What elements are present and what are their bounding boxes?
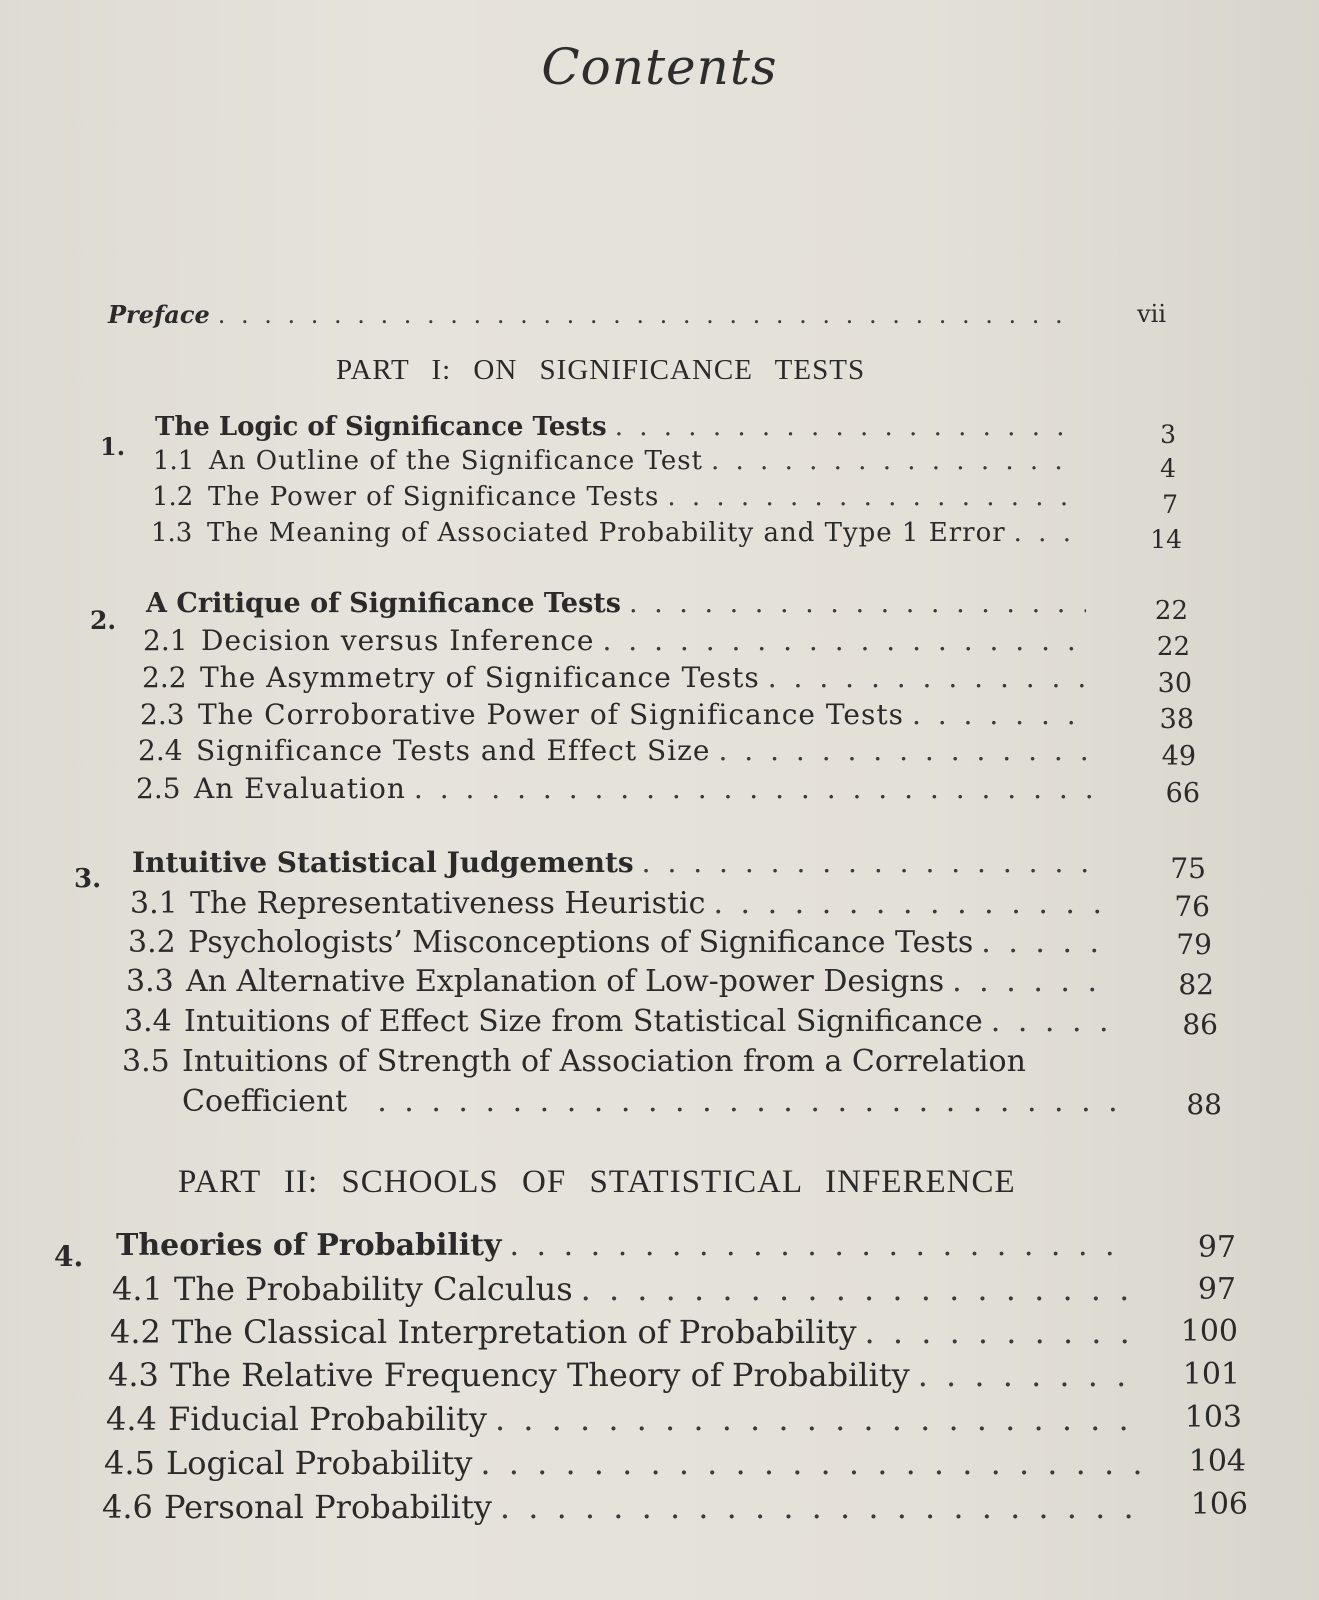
section-page: 14 bbox=[1150, 525, 1182, 554]
chapter-title: The Logic of Significance Tests bbox=[155, 412, 607, 442]
section-title: Intuitions of Effect Size from Statistical Significance bbox=[184, 1004, 983, 1039]
section-page: 49 bbox=[1161, 741, 1196, 772]
section-number: 4.3 bbox=[108, 1356, 159, 1394]
section-title: Fiducial Probability bbox=[168, 1400, 487, 1438]
section-row bbox=[110, 1313, 1134, 1351]
section-row bbox=[122, 1044, 1112, 1079]
section-title: The Probability Calculus bbox=[174, 1270, 573, 1308]
dot-leader bbox=[981, 925, 1108, 960]
dot-leader bbox=[718, 734, 1094, 767]
section-row bbox=[106, 1400, 1138, 1438]
dot-leader bbox=[711, 446, 1078, 476]
preface-label: Preface bbox=[108, 300, 210, 329]
page-title: Contents bbox=[541, 38, 778, 96]
section-page: 101 bbox=[1182, 1357, 1240, 1392]
dot-leader bbox=[218, 301, 1068, 329]
chapter-page: 22 bbox=[1154, 596, 1188, 626]
section-title: Logical Probability bbox=[166, 1444, 473, 1482]
section-title: The Representativeness Heuristic bbox=[190, 886, 706, 921]
chapter-title: Intuitive Statistical Judgements bbox=[132, 846, 634, 879]
chapter-page: 75 bbox=[1170, 852, 1206, 885]
dot-leader bbox=[991, 1004, 1114, 1039]
section-title: Personal Probability bbox=[164, 1488, 492, 1526]
chapter-page: 97 bbox=[1197, 1230, 1236, 1265]
section-title: The Classical Interpretation of Probability bbox=[172, 1313, 857, 1351]
chapter-number: 1. bbox=[100, 432, 126, 461]
section-number: 1.1 bbox=[153, 446, 195, 476]
section-row bbox=[112, 1270, 1132, 1308]
section-row bbox=[153, 446, 1078, 476]
section-row bbox=[104, 1444, 1140, 1482]
section-page: 30 bbox=[1157, 668, 1192, 699]
section-number: 3.4 bbox=[124, 1004, 172, 1039]
section-row bbox=[102, 1488, 1142, 1526]
chapter-row bbox=[146, 588, 1086, 619]
section-row bbox=[142, 661, 1090, 694]
section-number: 2.3 bbox=[140, 698, 185, 731]
dot-leader bbox=[615, 412, 1075, 442]
dot-leader bbox=[509, 1228, 1132, 1263]
section-page: 79 bbox=[1176, 928, 1212, 961]
section-page: 76 bbox=[1174, 890, 1210, 923]
section-row bbox=[128, 925, 1108, 960]
dot-leader bbox=[581, 1270, 1132, 1308]
section-number: 4.6 bbox=[102, 1488, 153, 1526]
dot-leader bbox=[1014, 518, 1081, 548]
section-row-continued bbox=[182, 1084, 1118, 1119]
section-page: 38 bbox=[1159, 704, 1194, 735]
part-heading: PART I: ON SIGNIFICANCE TESTS bbox=[336, 354, 866, 386]
preface-page: vii bbox=[1137, 300, 1166, 328]
chapter-number: 2. bbox=[90, 606, 117, 635]
section-row bbox=[136, 772, 1096, 805]
section-row bbox=[138, 734, 1094, 767]
dot-leader bbox=[667, 482, 1078, 512]
section-page: 88 bbox=[1186, 1088, 1222, 1121]
section-title: An Outline of the Significance Test bbox=[209, 446, 703, 476]
chapter-title: A Critique of Significance Tests bbox=[146, 588, 621, 619]
section-row bbox=[126, 964, 1110, 999]
dot-leader bbox=[642, 846, 1102, 879]
section-title: Decision versus Inference bbox=[201, 624, 595, 657]
section-row bbox=[140, 698, 1092, 731]
section-page: 66 bbox=[1165, 778, 1200, 809]
part-heading: PART II: SCHOOLS OF STATISTICAL INFERENCE bbox=[178, 1164, 1016, 1200]
dot-leader bbox=[865, 1313, 1134, 1351]
chapter-number: 3. bbox=[74, 864, 102, 894]
dot-leader bbox=[414, 772, 1096, 805]
chapter-row bbox=[116, 1228, 1132, 1263]
section-page: 97 bbox=[1197, 1272, 1236, 1307]
dot-leader bbox=[713, 886, 1105, 921]
section-page: 103 bbox=[1184, 1400, 1242, 1435]
dot-leader bbox=[768, 661, 1090, 694]
dot-leader bbox=[480, 1444, 1140, 1482]
section-page: 4 bbox=[1160, 454, 1176, 483]
section-title: The Relative Frequency Theory of Probability bbox=[170, 1356, 910, 1394]
section-title: The Asymmetry of Significance Tests bbox=[200, 661, 760, 694]
dot-leader bbox=[377, 1084, 1118, 1119]
section-title: Psychologists’ Misconceptions of Significance Tests bbox=[188, 925, 974, 960]
section-row bbox=[152, 482, 1078, 512]
section-number: 1.3 bbox=[151, 518, 193, 548]
section-number: 2.4 bbox=[138, 734, 183, 767]
section-page: 7 bbox=[1162, 490, 1178, 519]
section-title-continued: Coefficient bbox=[182, 1084, 348, 1119]
section-number: 2.1 bbox=[143, 624, 188, 657]
section-number: 3.5 bbox=[122, 1044, 170, 1079]
section-title: The Power of Significance Tests bbox=[208, 482, 660, 512]
section-number: 4.5 bbox=[104, 1444, 155, 1482]
section-number: 4.1 bbox=[112, 1270, 163, 1308]
section-page: 22 bbox=[1156, 632, 1190, 662]
section-title: An Evaluation bbox=[194, 772, 406, 805]
section-page: 104 bbox=[1188, 1444, 1246, 1479]
dot-leader bbox=[952, 964, 1110, 999]
dot-leader bbox=[500, 1488, 1142, 1526]
dot-leader bbox=[495, 1400, 1138, 1438]
section-row bbox=[130, 886, 1105, 921]
section-number: 3.3 bbox=[126, 964, 174, 999]
section-number: 4.4 bbox=[106, 1400, 157, 1438]
dot-leader bbox=[629, 588, 1086, 619]
section-number: 3.2 bbox=[128, 925, 176, 960]
section-title: Significance Tests and Effect Size bbox=[196, 734, 711, 767]
dot-leader bbox=[918, 1356, 1136, 1394]
section-row bbox=[108, 1356, 1136, 1394]
section-number: 1.2 bbox=[152, 482, 194, 512]
section-number: 2.2 bbox=[142, 661, 187, 694]
section-row bbox=[124, 1004, 1114, 1039]
chapter-page: 3 bbox=[1160, 420, 1176, 449]
chapter-row bbox=[132, 846, 1102, 879]
section-number: 4.2 bbox=[110, 1313, 161, 1351]
section-page: 86 bbox=[1182, 1008, 1218, 1041]
preface-row bbox=[108, 300, 1068, 329]
section-title: The Corroborative Power of Significance Tests bbox=[198, 698, 904, 731]
section-title: The Meaning of Associated Probability and Type 1 Error bbox=[207, 518, 1006, 548]
section-number: 2.5 bbox=[136, 772, 181, 805]
section-page: 106 bbox=[1190, 1487, 1248, 1522]
chapter-title: Theories of Probability bbox=[116, 1228, 502, 1263]
section-title: Intuitions of Strength of Association from a Correlation bbox=[182, 1044, 1026, 1079]
dot-leader bbox=[912, 698, 1092, 731]
chapter-row bbox=[155, 412, 1075, 442]
section-page: 100 bbox=[1180, 1314, 1238, 1349]
section-row bbox=[143, 624, 1088, 657]
section-row bbox=[151, 518, 1081, 548]
section-number: 3.1 bbox=[130, 886, 178, 921]
section-title: An Alternative Explanation of Low-power Designs bbox=[186, 964, 945, 999]
dot-leader bbox=[602, 624, 1088, 657]
chapter-number: 4. bbox=[54, 1240, 84, 1273]
section-page: 82 bbox=[1178, 968, 1214, 1001]
